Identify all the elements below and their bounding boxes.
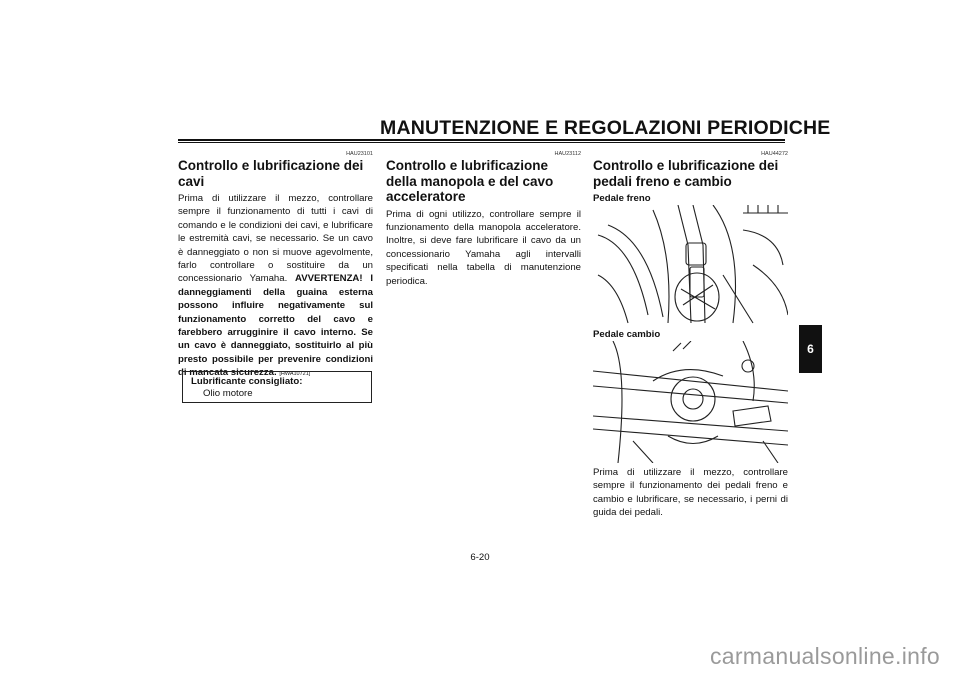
brake-pedal-illustration [593, 205, 788, 325]
section-body: Prima di utilizzare il mezzo, controllare sempre il funzionamento dei pedali freno e cambio e lubrificare, se necessario, i perni di guida dei pedali. [593, 467, 788, 519]
section-text: Prima di utilizzare il mezzo, controllare sempre il funzionamento di tutti i cavi di comando e le condizioni dei cavi, e lubrificare le estremità cavi, se necessario. Se un cavo è danneggiato o non si muove agevolmente, farlo controllare o sostituire da un concessionario Yamaha. [178, 193, 373, 285]
section-throttle [386, 150, 581, 288]
section-heading: Controllo e lubrificazione della manopola e del cavo acceleratore [386, 158, 554, 204]
section-code: HAU44272 [761, 151, 788, 157]
section-code: HAU23112 [554, 151, 581, 157]
lubricant-title: Lubrificante consigliato: [191, 376, 303, 387]
watermark: carmanualsonline.info [709, 643, 940, 669]
page-title: MANUTENZIONE E REGOLAZIONI PERIODICHE [380, 117, 831, 139]
section-body [178, 192, 373, 382]
brake-pedal-label: Pedale freno [593, 193, 651, 204]
warning-code: [HWA10721] [279, 371, 311, 378]
lubricant-value: Olio motore [203, 388, 253, 399]
warning-text: AVVERTENZA! I danneggiamenti della guaina esterna possono influire negativamente sul funzionamento corretto del cavo e farebbero arrugginire il cavo interno. Se un cavo è danneggiato, sostituirlo al più presto possibile per prevenire condizioni di mancata sicurezza. [178, 273, 373, 379]
section-cables [178, 150, 373, 382]
lubricant-box [182, 371, 372, 403]
shift-pedal-label: Pedale cambio [593, 329, 661, 340]
section-heading: Controllo e lubrificazione dei pedali freno e cambio [593, 158, 779, 189]
section-pedals [593, 150, 788, 520]
section-code: HAU23101 [346, 151, 373, 157]
chapter-tab: 6 [799, 325, 822, 373]
page-number: 6-20 [470, 552, 490, 563]
shift-pedal-illustration [593, 341, 788, 463]
section-heading: Controllo e lubrificazione dei cavi [178, 158, 364, 189]
header-rule [178, 139, 785, 141]
header-rule-thin [178, 142, 785, 143]
section-body: Prima di ogni utilizzo, controllare sempre il funzionamento della manopola acceleratore. Inoltre, si deve fare lubrificare il cavo da un concessionario Yamaha agli intervalli specificati nella tabella di manutenzione periodica. [386, 208, 581, 287]
